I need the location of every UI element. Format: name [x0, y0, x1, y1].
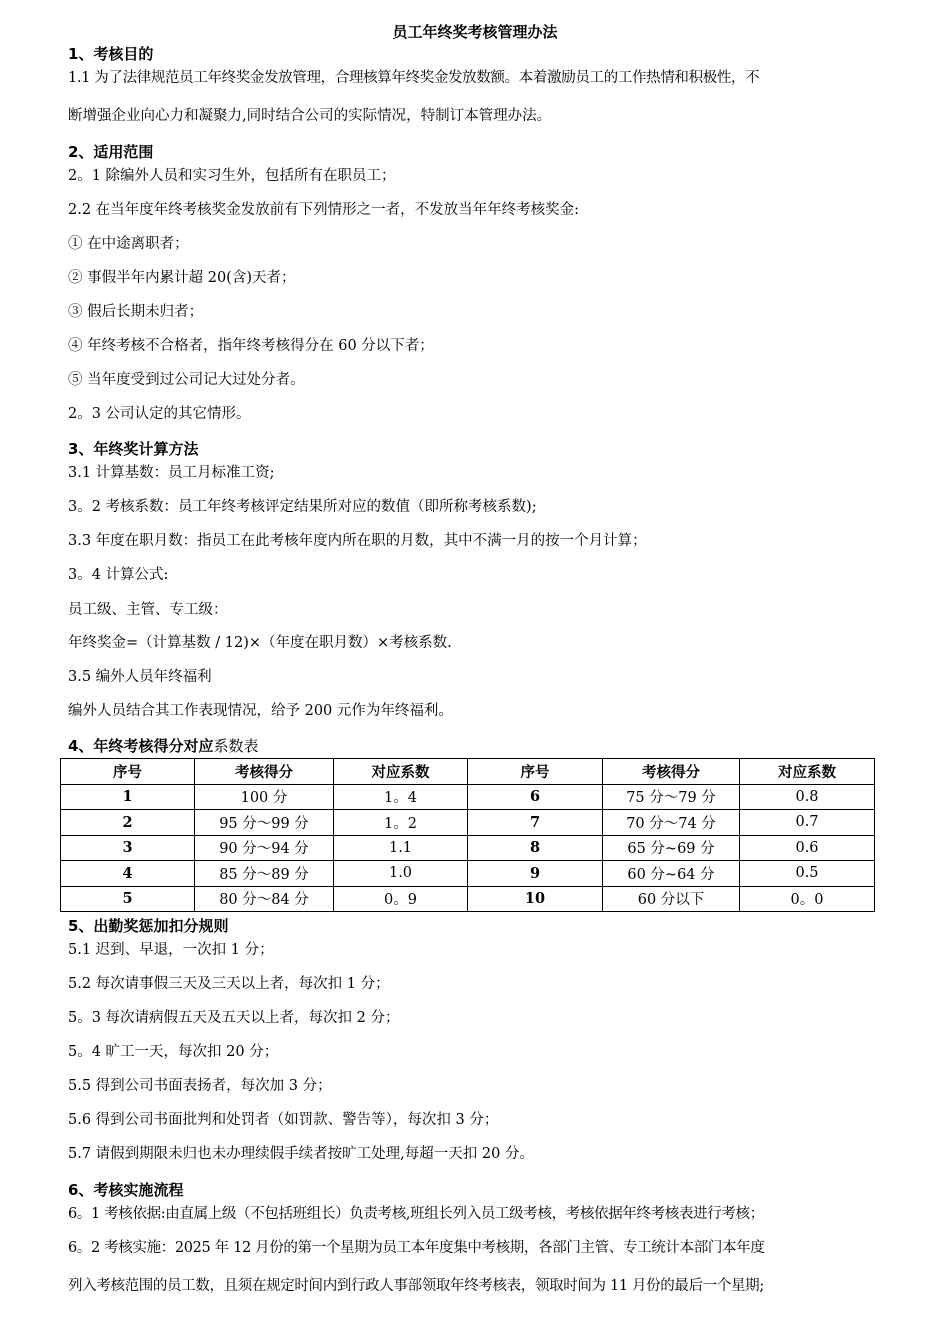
- cell-coefficient: 1.1: [334, 835, 468, 861]
- section-2-condition-3: ③ 假后长期未归者；: [68, 304, 204, 320]
- section-2-condition-1: ① 在中途离职者；: [68, 236, 189, 252]
- section-5-item-5-6: 5.6 得到公司书面批判和处罚者（如罚款、警告等），每次扣 3 分；: [68, 1112, 499, 1128]
- cell-index: 7: [468, 810, 603, 836]
- cell-coefficient: 0.5: [740, 861, 875, 887]
- section-1-paragraph-line-2: 断增强企业向心力和凝聚力,同时结合公司的实际情况，特制订本管理办法。: [68, 108, 552, 124]
- cell-score: 75 分～79 分: [603, 784, 740, 810]
- section-5-item-5-4: 5。4 旷工一天，每次扣 20 分；: [68, 1044, 279, 1060]
- cell-score: 95 分～99 分: [195, 810, 334, 836]
- section-2-condition-2: ② 事假半年内累计超 20(含)天者；: [68, 270, 296, 286]
- cell-coefficient: 0。9: [334, 886, 468, 912]
- table-header-row: [61, 759, 875, 785]
- header-index: 序号: [61, 759, 195, 785]
- section-3-item-3-4: 3。4 计算公式:: [68, 567, 169, 583]
- section-5-item-5-7: 5.7 请假到期限未归也未办理续假手续者按旷工处理,每超一天扣 20 分。: [68, 1146, 534, 1162]
- cell-index: 3: [61, 835, 195, 861]
- cell-coefficient: 1.0: [334, 861, 468, 887]
- section-1-heading: 1、考核目的: [68, 45, 154, 63]
- section-6-item-6-2-line-1: 6。2 考核实施：2025 年 12 月份的第一个星期为员工本年度集中考核期，各部门主管、专工统计本部门本年度: [68, 1240, 765, 1256]
- section-6-item-6-2-line-2: 列入考核范围的员工数，且须在规定时间内到行政人事部领取年终考核表，领取时间为 11 月份的最后一个星期;: [68, 1278, 764, 1294]
- cell-index: 4: [61, 861, 195, 887]
- section-3-item-3-1: 3.1 计算基数：员工月标准工资;: [68, 465, 275, 481]
- section-4-heading-bold: 4、年终考核得分对应: [68, 737, 214, 755]
- section-3-item-3-5: 3.5 编外人员年终福利: [68, 669, 212, 685]
- table-row: [61, 784, 875, 810]
- cell-coefficient: 0.8: [740, 784, 875, 810]
- table-row: [61, 861, 875, 887]
- cell-coefficient: 0.6: [740, 835, 875, 861]
- section-3-item-3-2: 3。2 考核系数：员工年终考核评定结果所对应的数值（即所称考核系数);: [68, 499, 537, 515]
- cell-index: 1: [61, 784, 195, 810]
- section-5-item-5-3: 5。3 每次请病假五天及五天以上者，每次扣 2 分；: [68, 1010, 400, 1026]
- header-coefficient: 对应系数: [740, 759, 875, 785]
- section-1-paragraph-line-1: 1.1 为了法律规范员工年终奖金发放管理，合理核算年终奖金发放数额。本着激励员工的工作热情和积极性，不: [68, 70, 760, 86]
- section-4-heading-normal: 系数表: [213, 737, 259, 755]
- section-3-formula: 年终奖金=（计算基数 / 12)×（年度在职月数）×考核系数.: [68, 635, 452, 651]
- cell-score: 90 分～94 分: [195, 835, 334, 861]
- header-coefficient: 对应系数: [334, 759, 468, 785]
- section-5-item-5-2: 5.2 每次请事假三天及三天以上者，每次扣 1 分；: [68, 976, 390, 992]
- table-row: [61, 835, 875, 861]
- header-index: 序号: [468, 759, 603, 785]
- header-score: 考核得分: [195, 759, 334, 785]
- cell-score: 80 分～84 分: [195, 886, 334, 912]
- cell-index: 5: [61, 886, 195, 912]
- score-coefficient-table: [60, 758, 875, 912]
- section-2-condition-4: ④ 年终考核不合格者，指年终考核得分在 60 分以下者；: [68, 338, 434, 354]
- cell-score: 70 分～74 分: [603, 810, 740, 836]
- cell-score: 100 分: [195, 784, 334, 810]
- cell-index: 6: [468, 784, 603, 810]
- section-6-heading: 6、考核实施流程: [68, 1181, 184, 1199]
- section-4-heading: [68, 736, 258, 756]
- cell-coefficient: 1。2: [334, 810, 468, 836]
- section-3-levels: 员工级、主管、专工级：: [68, 602, 228, 618]
- cell-index: 8: [468, 835, 603, 861]
- cell-coefficient: 0。0: [740, 886, 875, 912]
- cell-score: 85 分～89 分: [195, 861, 334, 887]
- section-2-item-2-3: 2。3 公司认定的其它情形。: [68, 406, 251, 422]
- section-6-item-6-1: 6。1 考核依据:由直属上级（不包括班组长）负责考核,班组长列入员工级考核，考核依据年终考核表进行考核；: [68, 1206, 764, 1222]
- header-score: 考核得分: [603, 759, 740, 785]
- section-2-condition-5: ⑤ 当年度受到过公司记大过处分者。: [68, 372, 305, 388]
- table-row: [61, 886, 875, 912]
- section-2-item-2-2: 2.2 在当年度年终考核奖金发放前有下列情形之一者，不发放当年年终考核奖金:: [68, 202, 580, 218]
- document-title: 员工年终奖考核管理办法: [392, 23, 558, 41]
- section-5-heading: 5、出勤奖惩加扣分规则: [68, 917, 229, 935]
- section-3-welfare: 编外人员结合其工作表现情况，给予 200 元作为年终福利。: [68, 703, 453, 719]
- section-5-item-5-1: 5.1 迟到、早退，一次扣 1 分；: [68, 942, 274, 958]
- cell-index: 2: [61, 810, 195, 836]
- section-2-item-2-1: 2。1 除编外人员和实习生外，包括所有在职员工；: [68, 168, 396, 184]
- section-3-item-3-3: 3.3 年度在职月数：指员工在此考核年度内所在职的月数，其中不满一月的按一个月计算；: [68, 533, 647, 549]
- cell-index: 9: [468, 861, 603, 887]
- cell-score: 60 分以下: [603, 886, 740, 912]
- cell-index: 10: [468, 886, 603, 912]
- table-row: [61, 810, 875, 836]
- cell-coefficient: 0.7: [740, 810, 875, 836]
- cell-score: 60 分~64 分: [603, 861, 740, 887]
- cell-score: 65 分~69 分: [603, 835, 740, 861]
- cell-coefficient: 1。4: [334, 784, 468, 810]
- section-2-heading: 2、适用范围: [68, 143, 154, 161]
- section-5-item-5-5: 5.5 得到公司书面表扬者，每次加 3 分；: [68, 1078, 332, 1094]
- section-3-heading: 3、年终奖计算方法: [68, 440, 199, 458]
